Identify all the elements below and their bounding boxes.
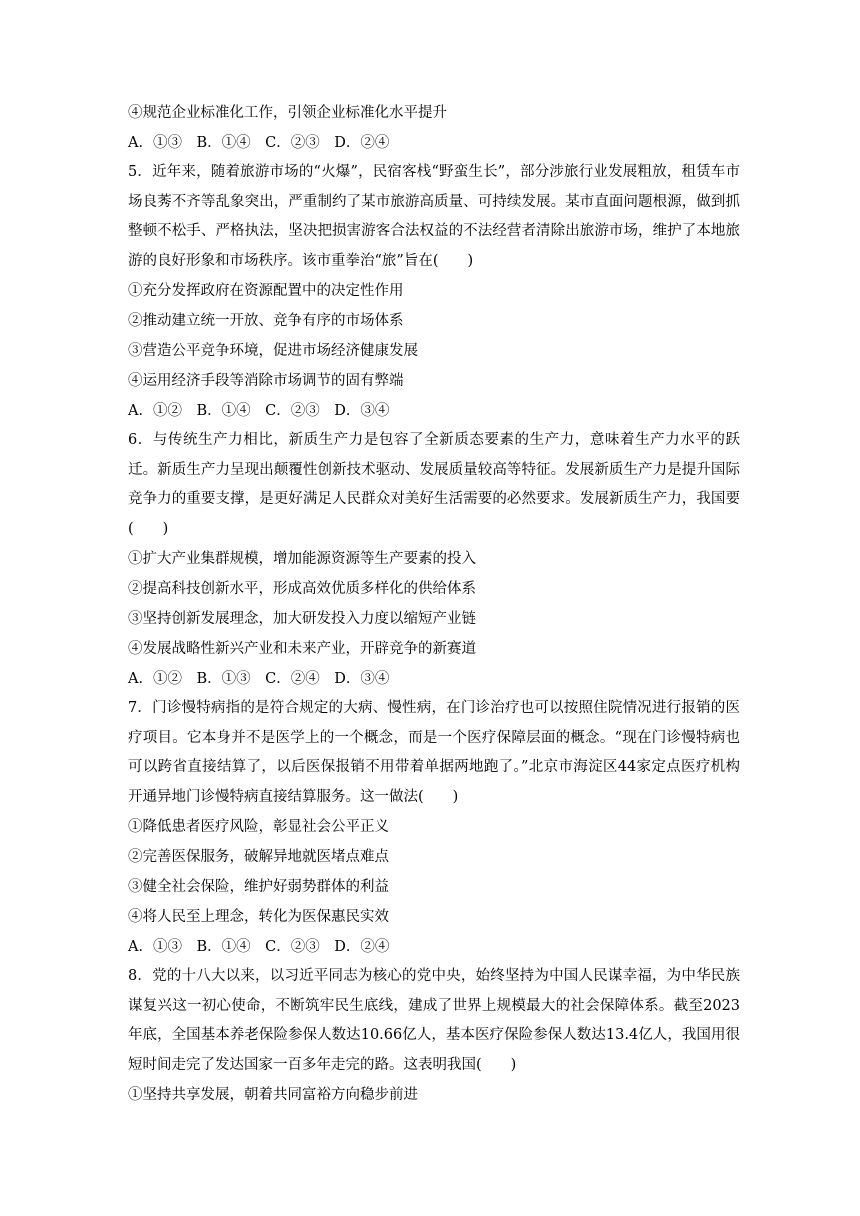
q6-option-2: ②提高科技创新水平，形成高效优质多样化的供给体系: [128, 581, 476, 597]
q6-option-3: ③坚持创新发展理念，加大研发投入力度以缩短产业链: [128, 611, 476, 627]
question-5: [128, 158, 740, 426]
q7-option-1: ①降低患者医疗风险，彰显社会公平正义: [128, 819, 389, 835]
q5-answer-choices: A．①② B．①④ C．②③ D．③④: [128, 403, 390, 419]
q5-stem: 5．近年来，随着旅游市场的“火爆”，民宿客栈“野蛮生长”，部分涉旅行业发展粗放，租赁车市场良莠不齐等乱象突出，严重制约了某市旅游高质量、可持续发展。某市直面问题根源，做到抓整顿不松手、严格执法，坚决把损害游客合法权益的不法经营者清除出旅游市场，维护了本地旅游的良好形象和市场秩序。该市重拳治“旅”旨在( ): [128, 164, 740, 269]
q5-option-1: ①充分发挥政府在资源配置中的决定性作用: [128, 283, 404, 299]
q4-answer-choices: A．①③ B．①④ C．②③ D．②④: [128, 135, 390, 151]
q8-option-1: ①坚持共享发展，朝着共同富裕方向稳步前进: [128, 1087, 418, 1103]
q7-stem: 7．门诊慢特病指的是符合规定的大病、慢性病，在门诊治疗也可以按照住院情况进行报销的医疗项目。它本身并不是医学上的一个概念，而是一个医疗保障层面的概念。“现在门诊慢特病也可以跨省直接结算了，以后医保报销不用带着单据两地跑了。”北京市海淀区44家定点医疗机构开通异地门诊慢特病直接结算服务。这一做法( ): [128, 700, 740, 805]
q6-answer-choices: A．①② B．①③ C．②④ D．③④: [128, 671, 390, 687]
q7-answer-choices: A．①③ B．①④ C．②③ D．②④: [128, 939, 390, 955]
q7-option-3: ③健全社会保险，维护好弱势群体的利益: [128, 879, 389, 895]
q6-stem: 6．与传统生产力相比，新质生产力是包容了全新质态要素的生产力，意味着生产力水平的跃迁。新质生产力呈现出颠覆性创新技术驱动、发展质量较高等特征。发展新质生产力是提升国际竞争力的重要支撑，是更好满足人民群众对美好生活需要的必然要求。发展新质生产力，我国要( ): [128, 432, 740, 537]
q5-option-4: ④运用经济手段等消除市场调节的固有弊端: [128, 373, 404, 389]
question-8: [128, 962, 740, 1110]
q6-option-4: ④发展战略性新兴产业和未来产业，开辟竞争的新赛道: [128, 641, 476, 657]
q7-option-4: ④将人民至上理念，转化为医保惠民实效: [128, 909, 389, 925]
q4-option-4: ④规范企业标准化工作，引领企业标准化水平提升: [128, 105, 447, 121]
exam-page: [128, 98, 740, 1110]
q8-stem: 8．党的十八大以来，以习近平同志为核心的党中央，始终坚持为中国人民谋幸福，为中华民族谋复兴这一初心使命，不断筑牢民生底线，建成了世界上规模最大的社会保障体系。截至2023年底，全国基本养老保险参保人数达10.66亿人，基本医疗保险参保人数达13.4亿人，我国用很短时间走完了发达国家一百多年走完的路。这表明我国( ): [128, 968, 740, 1073]
q7-option-2: ②完善医保服务，破解异地就医堵点难点: [128, 849, 389, 865]
q6-option-1: ①扩大产业集群规模，增加能源资源等生产要素的投入: [128, 551, 476, 567]
q5-option-2: ②推动建立统一开放、竞争有序的市场体系: [128, 313, 404, 329]
question-7: [128, 694, 740, 962]
q5-option-3: ③营造公平竞争环境，促进市场经济健康发展: [128, 343, 418, 359]
question-6: [128, 426, 740, 694]
